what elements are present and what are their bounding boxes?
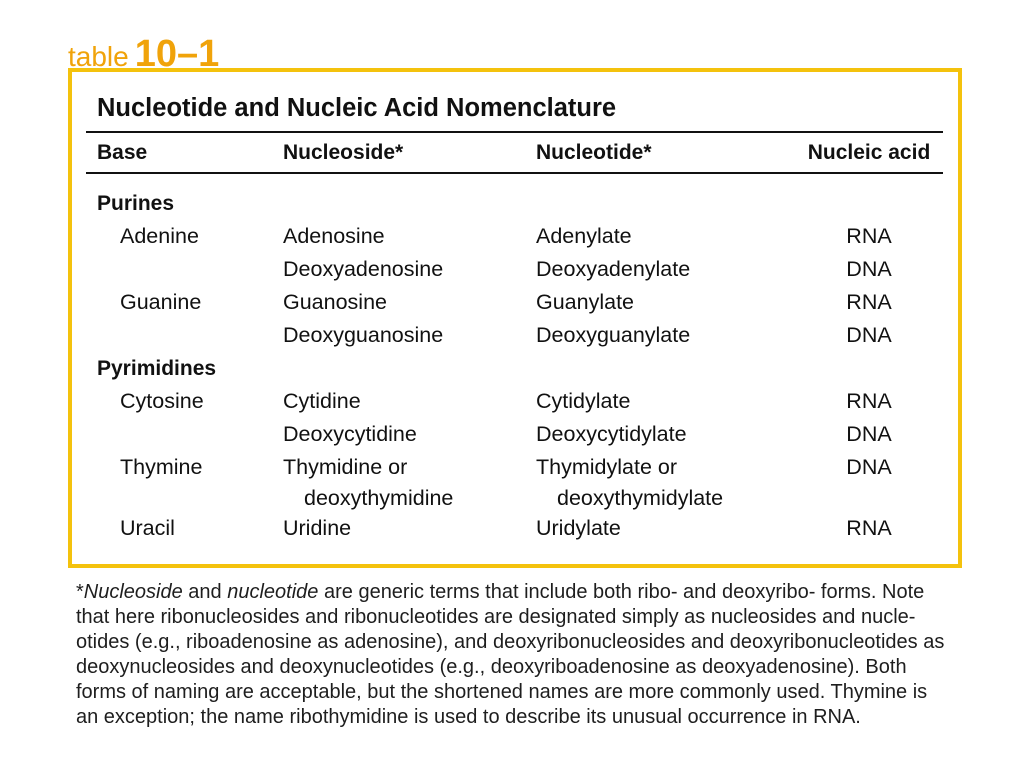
cell-nucleoside: Adenosine xyxy=(283,224,385,248)
table-row xyxy=(86,451,943,512)
table-frame xyxy=(68,68,962,568)
group-label-purines: Purines xyxy=(97,192,175,215)
cell-nucleoside: Cytidine xyxy=(283,389,361,413)
table-footnote xyxy=(76,580,944,730)
footnote-asterisk: * xyxy=(76,581,84,603)
cell-base: Cytosine xyxy=(120,389,204,413)
cell-nucleoside-line: Thymidine or xyxy=(283,455,408,479)
cell-base-empty xyxy=(86,319,283,352)
cell-nucleic-acid: DNA xyxy=(846,455,892,479)
table-row xyxy=(86,286,943,319)
footnote-text: are generic terms that include both ribo- and deoxyribo- forms. Note xyxy=(318,581,925,603)
cell-nucleotide: Deoxyadenylate xyxy=(536,257,691,281)
table-header-row xyxy=(86,133,943,172)
cell-nucleic-acid: DNA xyxy=(846,257,892,281)
cell-nucleotide: Cytidylate xyxy=(536,389,631,413)
cell-nucleoside: Guanosine xyxy=(283,290,387,314)
cell-nucleoside: Uridine xyxy=(283,516,352,540)
footnote-term-nucleoside: Nucleoside xyxy=(83,581,183,603)
footnote-line: forms of naming are acceptable, but the shortened names are more commonly used. Thymine is xyxy=(76,681,928,703)
cell-nucleotide-continued: deoxythymidylate xyxy=(557,486,724,510)
table-row xyxy=(86,253,943,286)
cell-base: Uracil xyxy=(120,516,175,540)
cell-nucleotide: Deoxycytidylate xyxy=(536,422,687,446)
column-header-nucleotide: Nucleotide* xyxy=(536,141,652,164)
table-number-label xyxy=(68,32,219,79)
cell-nucleoside-continued: deoxythymidine xyxy=(304,486,454,510)
table-label-number: 10–1 xyxy=(134,33,220,75)
cell-nucleic-acid: RNA xyxy=(846,224,892,248)
table-row xyxy=(86,418,943,451)
footnote-line: an exception; the name ribothymidine is used to describe its unusual occurrence in RNA. xyxy=(76,706,861,728)
cell-nucleotide-line: Thymidylate or xyxy=(536,455,677,479)
table-body xyxy=(86,174,943,545)
nomenclature-table xyxy=(86,93,943,545)
cell-nucleoside: Deoxyguanosine xyxy=(283,323,444,347)
footnote-line: otides (e.g., riboadenosine as adenosine), and deoxyribonucleosides and deoxyribonucleotides as xyxy=(76,631,945,653)
column-header-nucleic-acid: Nucleic acid xyxy=(807,141,931,164)
cell-base: Adenine xyxy=(120,224,199,248)
footnote-line: that here ribonucleosides and ribonucleotides are designated simply as nucleosides and nucle- xyxy=(76,606,916,628)
table-row xyxy=(86,512,943,545)
cell-base: Guanine xyxy=(120,290,202,314)
cell-nucleic-acid: RNA xyxy=(846,389,892,413)
group-label-pyrimidines: Pyrimidines xyxy=(97,357,217,380)
column-header-base: Base xyxy=(97,141,148,164)
column-header-nucleoside: Nucleoside* xyxy=(283,141,404,164)
footnote-line xyxy=(76,580,944,605)
cell-nucleoside: Deoxyadenosine xyxy=(283,257,444,281)
footnote-term-nucleotide: nucleotide xyxy=(227,581,319,603)
cell-nucleic-acid: RNA xyxy=(846,290,892,314)
table-row xyxy=(86,319,943,352)
cell-nucleic-acid: DNA xyxy=(846,323,892,347)
cell-nucleoside xyxy=(283,451,536,512)
cell-nucleotide: Guanylate xyxy=(536,290,635,314)
cell-base-empty xyxy=(86,418,283,451)
cell-base: Thymine xyxy=(120,455,203,479)
cell-nucleotide: Deoxyguanylate xyxy=(536,323,691,347)
cell-nucleotide: Uridylate xyxy=(536,516,621,540)
cell-nucleic-acid: DNA xyxy=(846,422,892,446)
table-row xyxy=(86,385,943,418)
cell-nucleic-acid: RNA xyxy=(846,516,892,540)
table-label-prefix: table xyxy=(68,41,129,72)
cell-base-empty xyxy=(86,253,283,286)
table-row xyxy=(86,220,943,253)
footnote-line: deoxynucleosides and deoxynucleotides (e.g., deoxyriboadenosine as deoxyadenosine). Both xyxy=(76,656,907,678)
footnote-text: and xyxy=(182,581,228,603)
cell-nucleoside: Deoxycytidine xyxy=(283,422,417,446)
cell-nucleotide xyxy=(536,451,805,512)
table-title: Nucleotide and Nucleic Acid Nomenclature xyxy=(97,94,617,122)
cell-nucleotide: Adenylate xyxy=(536,224,632,248)
